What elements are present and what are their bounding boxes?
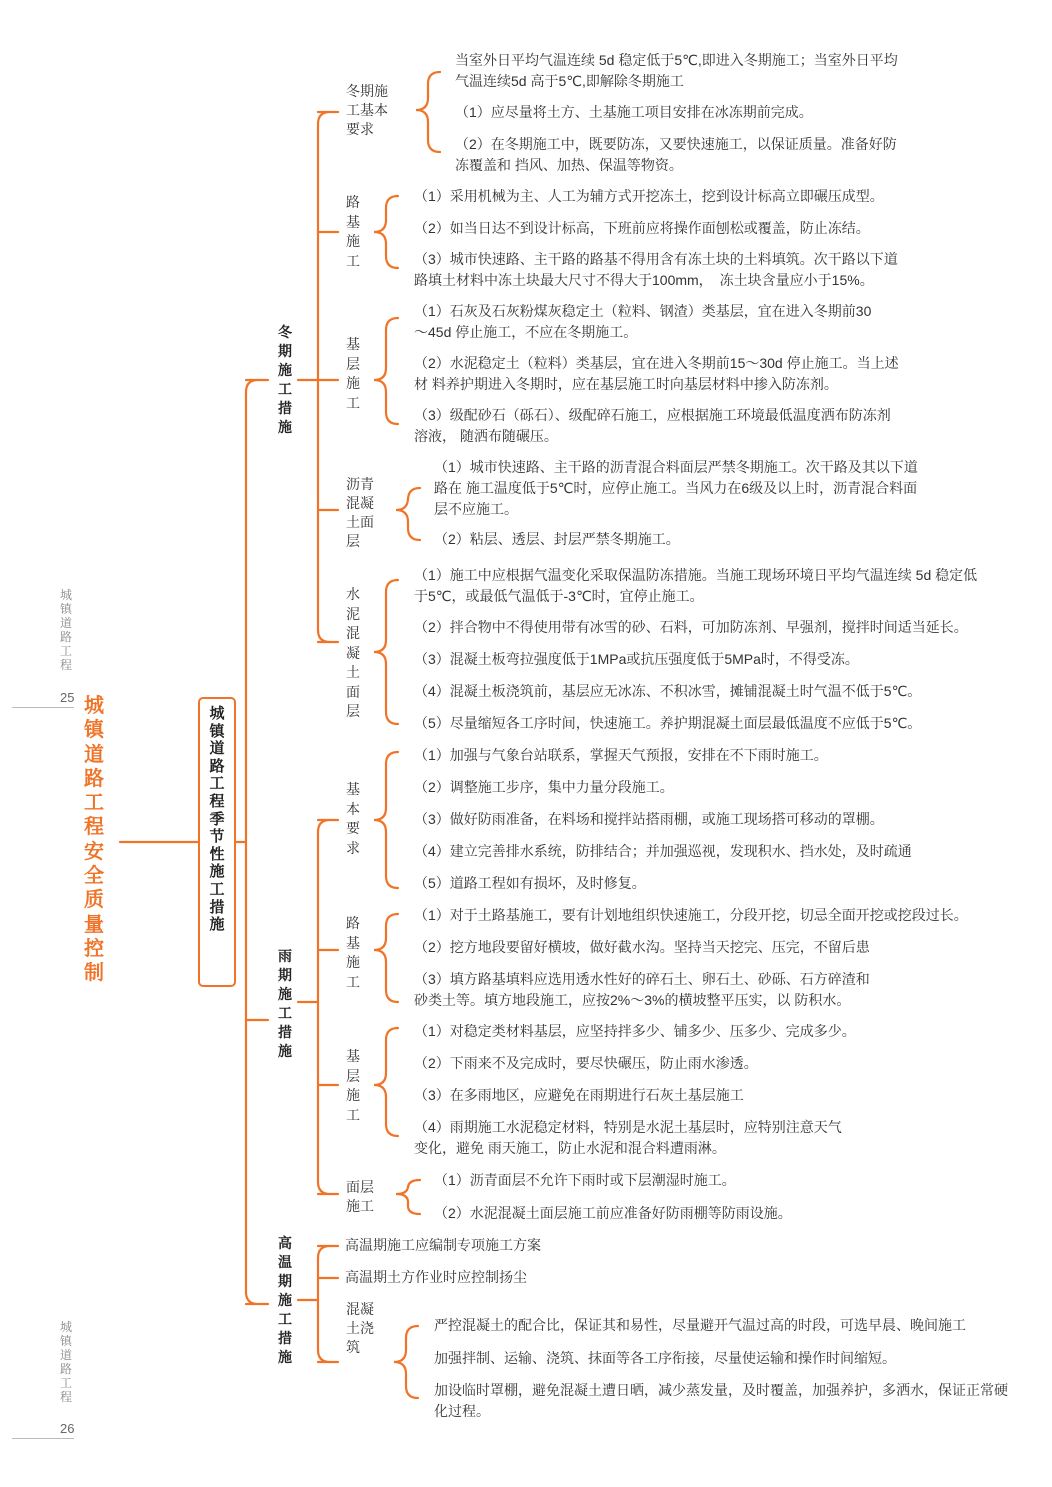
root-title: 城镇道路工程安全质量控制 xyxy=(84,695,104,985)
hot-item-plan: 高温期施工应编制专项施工方案 xyxy=(345,1237,541,1253)
main-topic-box xyxy=(198,697,236,987)
side-label-bottom: 城镇道路工程 xyxy=(60,1320,73,1404)
brace-winter-basic xyxy=(416,72,440,152)
rainy-base-item: （3）在多雨地区，应避免在雨期进行石灰土基层施工 xyxy=(414,1087,744,1103)
rainy-base-item: （4）雨期施工水泥稳定材料，特别是水泥土基层时，应特别注意天气 变化，避免 雨天施工，防止水泥和混合料遭雨淋。 xyxy=(414,1119,842,1156)
brace-rainy-surface xyxy=(396,1180,420,1214)
connector-rainy-subs xyxy=(298,820,338,1194)
rainy-surface-item: （1）沥青面层不允许下雨时或下层潮湿时施工。 xyxy=(434,1172,736,1188)
rainy-subgrade-label: 路基施工 xyxy=(346,915,360,990)
hot-pour-label: 混凝土浇筑 xyxy=(346,1301,374,1355)
rainy-surface-item: （2）水泥混凝土面层施工前应准备好防雨棚等防雨设施。 xyxy=(434,1205,792,1221)
brace-rainy-subgrade xyxy=(374,914,398,1002)
rainy-basic-item: （5）道路工程如有损坏，及时修复。 xyxy=(414,875,646,891)
hot-pour-item: 加设临时罩棚，避免混凝土遭日晒，减少蒸发量，及时覆盖，加强养护，多洒水，保证正常硬 化过程。 xyxy=(434,1382,1008,1419)
main-topic-title: 城镇道路工程季节性施工措施 xyxy=(209,705,225,934)
rainy-subgrade-item: （2）挖方地段要留好横坡，做好截水沟。坚持当天挖完、压完，不留后患 xyxy=(414,939,870,955)
hot-pour-item: 严控混凝土的配合比，保证其和易性，尽量避开气温过高的时段，可选早晨、晚间施工 xyxy=(434,1317,966,1333)
winter-base-item: （2）水泥稳定土（粒料）类基层，宜在进入冬期前15～30d 停止施工。当上述 材 料养护期进入冬期时，应在基层施工时向基层材料中掺入防冻剂。 xyxy=(414,355,899,392)
winter-basic-label: 冬期施工基本要求 xyxy=(346,83,388,137)
rainy-basic-label: 基本要求 xyxy=(346,781,360,856)
side-label-top: 城镇道路工程 xyxy=(60,588,73,672)
winter-concrete-item: （5）尽量缩短各工序时间，快速施工。养护期混凝土面层最低温度不应低于5℃。 xyxy=(414,715,922,731)
rainy-subgrade-item: （3）填方路基填料应选用透水性好的碎石土、卵石土、砂砾、石方碎渣和 砂类土等。填方地段施工，应按2%～3%的横坡整平压实，以 防积水。 xyxy=(414,971,870,1008)
category-rainy: 雨期施工措施 xyxy=(278,948,292,1059)
winter-concrete-item: （2）拌合物中不得使用带有冰雪的砂、石料，可加防冻剂、早强剂，搅拌时间适当延长。 xyxy=(414,619,968,635)
winter-asphalt-item: （1）城市快速路、主干路的沥青混合料面层严禁冬期施工。次干路及其以下道 路在 施工温度低于5℃时，应停止施工。当风力在6级及以上时，沥青混合料面 层不应施工。 xyxy=(434,459,918,517)
rainy-basic-item: （4）建立完善排水系统，防排结合；并加强巡视，发现积水、挡水处，及时疏通 xyxy=(414,843,912,859)
rainy-base-item: （1）对稳定类材料基层，应坚持拌多少、铺多少、压多少、完成多少。 xyxy=(414,1023,856,1039)
connector-hot-subs xyxy=(298,1246,338,1362)
rainy-basic-item: （1）加强与气象台站联系，掌握天气预报，安排在不下雨时施工。 xyxy=(414,747,828,763)
page-number-top: 25 xyxy=(60,690,75,705)
rainy-subgrade-item: （1）对于土路基施工，要有计划地组织快速施工，分段开挖，切忌全面开挖或挖段过长。 xyxy=(414,907,968,923)
brace-rainy-base xyxy=(374,1028,398,1136)
category-hot: 高温期施工措施 xyxy=(278,1235,292,1365)
winter-concrete-item: （4）混凝土板浇筑前，基层应无冰冻、不积冰雪，摊铺混凝土时气温不低于5℃。 xyxy=(414,683,922,699)
connector-winter-subs xyxy=(298,112,338,642)
brace-winter-base xyxy=(374,318,398,424)
page-divider-bottom xyxy=(12,1438,74,1439)
brace-winter-concrete xyxy=(374,580,398,724)
winter-subgrade-item: （2）如当日达不到设计标高，下班前应将操作面刨松或覆盖，防止冻结。 xyxy=(414,220,870,236)
hot-item-dust: 高温期土方作业时应控制扬尘 xyxy=(345,1269,527,1285)
category-winter: 冬期施工措施 xyxy=(278,324,292,435)
connector-main-categories xyxy=(236,380,268,1304)
winter-base-item: （3）级配砂石（砾石）、级配碎石施工，应根据施工环境最低温度洒布防冻剂 溶液， 随洒布随碾压。 xyxy=(414,407,891,444)
winter-concrete-label: 水泥混凝土面层 xyxy=(346,586,360,719)
winter-basic-item: 当室外日平均气温连续 5d 稳定低于5℃,即进入冬期施工；当室外日平均 气温连续5d 高于5℃,即解除冬期施工 xyxy=(455,52,898,89)
winter-subgrade-item: （1）采用机械为主、人工为辅方式开挖冻土，挖到设计标高立即碾压成型。 xyxy=(414,188,884,204)
rainy-basic-item: （3）做好防雨准备，在料场和搅拌站搭雨棚，或施工现场搭可移动的罩棚。 xyxy=(414,811,884,827)
winter-subgrade-label: 路基施工 xyxy=(346,194,360,269)
winter-base-label: 基层施工 xyxy=(346,336,360,411)
rainy-surface-label: 面层施工 xyxy=(346,1179,374,1214)
hot-pour-item: 加强拌制、运输、浇筑、抹面等各工序衔接，尽量使运输和操作时间缩短。 xyxy=(434,1350,896,1366)
winter-asphalt-label: 沥青混凝土面层 xyxy=(346,476,374,549)
winter-subgrade-item: （3）城市快速路、主干路的路基不得用含有冻土块的土料填筑。次干路以下道 路填土材料中冻土块最大尺寸不得大于100mm， 冻土块含量应小于15%。 xyxy=(414,251,898,288)
rainy-base-label: 基层施工 xyxy=(346,1048,360,1123)
winter-basic-item: （1）应尽量将土方、土基施工项目安排在冰冻期前完成。 xyxy=(455,104,813,120)
page-number-bottom: 26 xyxy=(60,1421,75,1436)
winter-concrete-item: （1）施工中应根据气温变化采取保温防冻措施。当施工现场环境日平均气温连续 5d 稳定低 于5℃，或最低气温低于-3℃时，宜停止施工。 xyxy=(414,567,978,604)
brace-hot-pour xyxy=(394,1326,418,1398)
winter-concrete-item: （3）混凝土板弯拉强度低于1MPa或抗压强度低于5MPa时，不得受冻。 xyxy=(414,651,859,667)
brace-rainy-basic xyxy=(374,752,398,888)
brace-winter-asphalt xyxy=(396,488,420,540)
winter-basic-item: （2）在冬期施工中，既要防冻，又要快速施工，以保证质量。准备好防 冻覆盖和 挡风、加热、保温等物资。 xyxy=(455,136,897,173)
page-divider-top xyxy=(12,707,74,708)
rainy-base-item: （2）下雨来不及完成时，要尽快碾压，防止雨水渗透。 xyxy=(414,1055,758,1071)
brace-winter-subgrade xyxy=(374,196,398,268)
rainy-basic-item: （2）调整施工步序，集中力量分段施工。 xyxy=(414,779,674,795)
winter-asphalt-item: （2）粘层、透层、封层严禁冬期施工。 xyxy=(434,531,680,547)
winter-base-item: （1）石灰及石灰粉煤灰稳定土（粒料、钢渣）类基层，宜在进入冬期前30 ～45d 停止施工，不应在冬期施工。 xyxy=(414,303,872,340)
